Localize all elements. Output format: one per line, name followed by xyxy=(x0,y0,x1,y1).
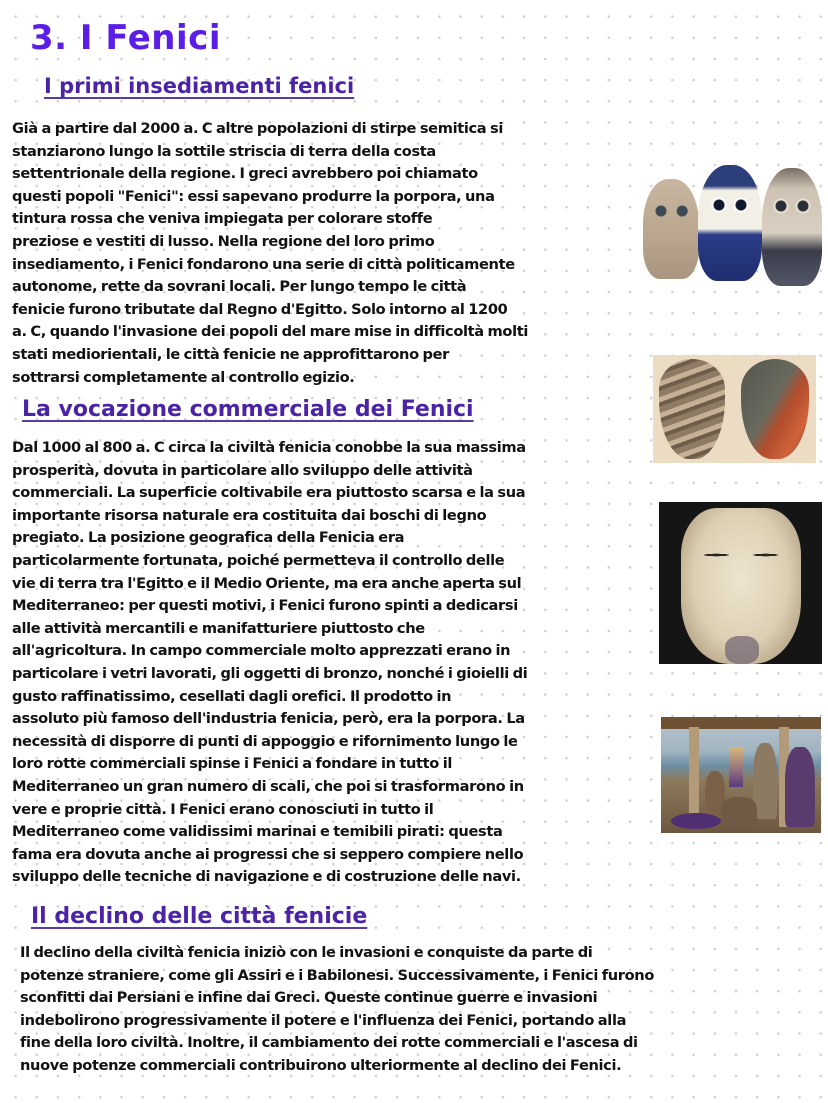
text-line: fine della loro civiltà. Inoltre, il cambiamento dei rotte commerciali e l'ascesa di xyxy=(20,1034,638,1052)
text-line: Mediterraneo: per questi motivi, i Fenici furono spinti a dedicarsi xyxy=(12,597,518,615)
pendant-head-left xyxy=(643,179,699,279)
text-line: necessità di disporre di punti di appoggio e rifornimento lungo le xyxy=(12,732,518,750)
text-line: potenze straniere, come gli Assiri e i Babilonesi. Successivamente, i Fenici furono xyxy=(20,966,655,984)
page-title: 3. I Fenici xyxy=(30,18,221,58)
murex-shells-image xyxy=(653,355,816,463)
text-line: alle attività mercantili e manifatturiere piuttosto che xyxy=(12,619,425,637)
worker-figure xyxy=(785,747,815,827)
section-text-vocazione-commerciale xyxy=(12,437,658,889)
text-line: Mediterraneo un gran numero di scali, che poi si trasformarono in xyxy=(12,777,524,795)
text-line: stanziarono lungo la sottile striscia di terra della costa xyxy=(12,142,436,160)
section-heading-primi-insediamenti: I primi insediamenti fenici xyxy=(44,74,355,98)
ivory-mask-image xyxy=(659,502,822,664)
dyed-cloth xyxy=(729,747,743,787)
text-line: prosperità, dovuta in particolare allo sviluppo delle attività xyxy=(12,461,473,479)
text-line: Dal 1000 al 800 a. C circa la civiltà fenicia conobbe la sua massima xyxy=(12,439,526,456)
purple-dyers-painting-image xyxy=(661,717,821,833)
text-line: fama era dovuta anche ai progressi che si seppero compiere nello xyxy=(12,845,524,863)
worker-figure xyxy=(721,797,757,827)
text-line: Già a partire dal 2000 a. C altre popolazioni di stirpe semitica si xyxy=(12,120,504,137)
text-line: all'agricoltura. In campo commerciale molto apprezzati erano in xyxy=(12,642,511,660)
text-line: vie di terra tra l'Egitto e il Medio Oriente, ma era anche aperta sul xyxy=(12,574,522,592)
text-line: a. C, quando l'invasione dei popoli del mare mise in difficoltà molti xyxy=(12,323,528,341)
text-line: stati mediorientali, le città fenicie ne approfittarono per xyxy=(12,345,449,363)
text-line: Mediterraneo come validissimi marinai e temibili pirati: questa xyxy=(12,823,503,841)
glass-pendant-heads-image xyxy=(640,162,825,292)
section-text-primi-insediamenti xyxy=(12,118,640,389)
text-line: autonome, rette da sovrani locali. Per lungo tempo le città xyxy=(12,278,467,296)
text-line: pregiato. La posizione geografica della Fenicia era xyxy=(12,529,405,547)
text-line: sconfitti dai Persiani e infine dai Greci. Queste continue guerre e invasioni xyxy=(20,989,598,1007)
pendant-head-right xyxy=(762,168,822,286)
shell-left xyxy=(659,359,725,459)
text-line: commerciali. La superficie coltivabile era piuttosto scarsa e la sua xyxy=(12,484,526,502)
text-line: indebolirono progressivamente il potere e l'influenza dei Fenici, portando alla xyxy=(20,1011,627,1029)
section-heading-declino: Il declino delle città fenicie xyxy=(31,904,368,929)
text-line: sviluppo delle tecniche di navigazione e di costruzione delle navi. xyxy=(12,868,521,886)
text-line: vere e proprie città. I Fenici erano conosciuti in tutto il xyxy=(12,800,434,818)
text-line: nuove potenze commerciali contribuirono ulteriormente al declino dei Fenici. xyxy=(20,1056,622,1074)
pendant-head-center xyxy=(698,165,762,281)
text-line: preziose e vestiti di lusso. Nella regione del loro primo xyxy=(12,232,435,250)
text-line: loro rotte commerciali spinse i Fenici a fondare in tutto il xyxy=(12,755,452,773)
mask-face xyxy=(681,508,801,664)
dye-vat xyxy=(671,813,721,829)
pillar xyxy=(689,727,699,827)
text-line: tintura rossa che veniva impiegata per colorare stoffe xyxy=(12,210,433,228)
text-line: gusto raffinatissimo, cesellati dagli orefici. Il prodotto in xyxy=(12,687,452,705)
text-line: questi popoli "Fenici": essi sapevano produrre la porpora, una xyxy=(12,187,495,205)
text-line: Il declino della civiltà fenicia iniziò con le invasioni e conquiste da parte di xyxy=(20,944,593,961)
section-heading-vocazione-commerciale: La vocazione commerciale dei Fenici xyxy=(22,397,474,422)
text-line: particolarmente fortunata, poiché permetteva il controllo delle xyxy=(12,551,505,569)
section-text-declino xyxy=(20,942,804,1078)
text-line: settentrionale della regione. I greci avrebbero poi chiamato xyxy=(12,165,478,183)
text-line: sottrarsi completamente al controllo egizio. xyxy=(12,368,355,386)
text-line: fenicie furono tributate dal Regno d'Egitto. Solo intorno al 1200 xyxy=(12,300,508,318)
text-line: assoluto più famoso dell'industria fenicia, però, era la porpora. La xyxy=(12,710,525,728)
text-line: particolare i vetri lavorati, gli oggetti di bronzo, nonché i gioielli di xyxy=(12,664,528,682)
shell-right xyxy=(741,359,809,459)
text-line: importante risorsa naturale era costituita dai boschi di legno xyxy=(12,506,487,524)
text-line: insediamento, i Fenici fondarono una serie di città politicamente xyxy=(12,255,515,273)
